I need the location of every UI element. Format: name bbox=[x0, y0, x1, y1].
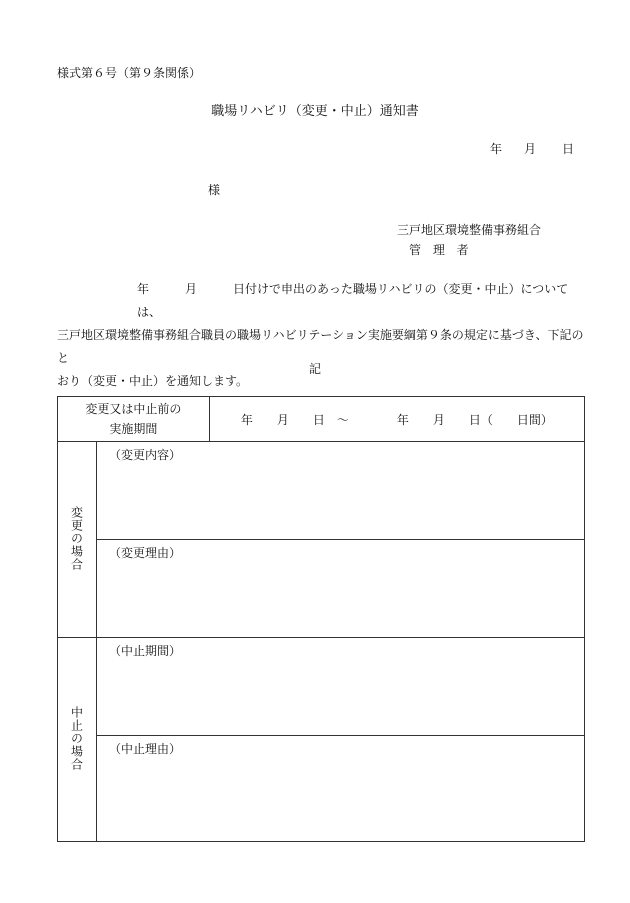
stop-reason-field[interactable] bbox=[97, 736, 585, 842]
body-line-1: 年 月 日付けで申出のあった職場リハビリの（変更・中止）については、 bbox=[137, 282, 569, 319]
period-row bbox=[58, 397, 585, 442]
change-section-text: 変更の場合 bbox=[69, 505, 84, 571]
form-number: 様式第６号（第９条関係） bbox=[57, 66, 202, 80]
period-label-line-2: 実施期間 bbox=[109, 422, 158, 436]
date-year: 年 bbox=[490, 142, 503, 156]
period-label bbox=[58, 397, 210, 442]
change-section-label bbox=[58, 442, 97, 638]
stop-period-row bbox=[58, 638, 585, 736]
change-reason-label: （変更理由） bbox=[109, 546, 182, 560]
date-month: 月 bbox=[524, 142, 537, 156]
period-value[interactable]: 年 月 日 ～ 年 月 日（ 日間） bbox=[209, 397, 584, 442]
period-label-line-1: 変更又は中止前の bbox=[85, 402, 182, 416]
change-reason-field[interactable] bbox=[97, 540, 585, 638]
change-content-label: （変更内容） bbox=[109, 448, 182, 462]
issue-date bbox=[490, 140, 574, 157]
ki-heading: 記 bbox=[308, 362, 321, 376]
notice-table bbox=[57, 396, 585, 842]
issuer-organization: 三戸地区環境整備事務組合 bbox=[397, 223, 542, 237]
page-title: 職場リハビリ（変更・中止）通知書 bbox=[211, 104, 419, 119]
change-reason-row bbox=[58, 540, 585, 638]
change-content-field[interactable] bbox=[97, 442, 585, 540]
addressee-suffix: 様 bbox=[208, 183, 221, 197]
stop-period-label: （中止期間） bbox=[109, 644, 182, 658]
date-day: 日 bbox=[562, 142, 575, 156]
stop-period-field[interactable] bbox=[97, 638, 585, 736]
stop-section-label bbox=[58, 638, 97, 842]
change-content-row bbox=[58, 442, 585, 540]
stop-section-text: 中止の場合 bbox=[69, 705, 84, 771]
body-line-3: おり（変更・中止）を通知します。 bbox=[57, 374, 249, 388]
stop-reason-label: （中止理由） bbox=[109, 742, 182, 756]
stop-reason-row bbox=[58, 736, 585, 842]
body-line-2: 三戸地区環境整備事務組合職員の職場リハビリテーション実施要綱第９条の規定に基づき、下記のと bbox=[57, 328, 584, 365]
issuer-title: 管 理 者 bbox=[409, 243, 473, 257]
